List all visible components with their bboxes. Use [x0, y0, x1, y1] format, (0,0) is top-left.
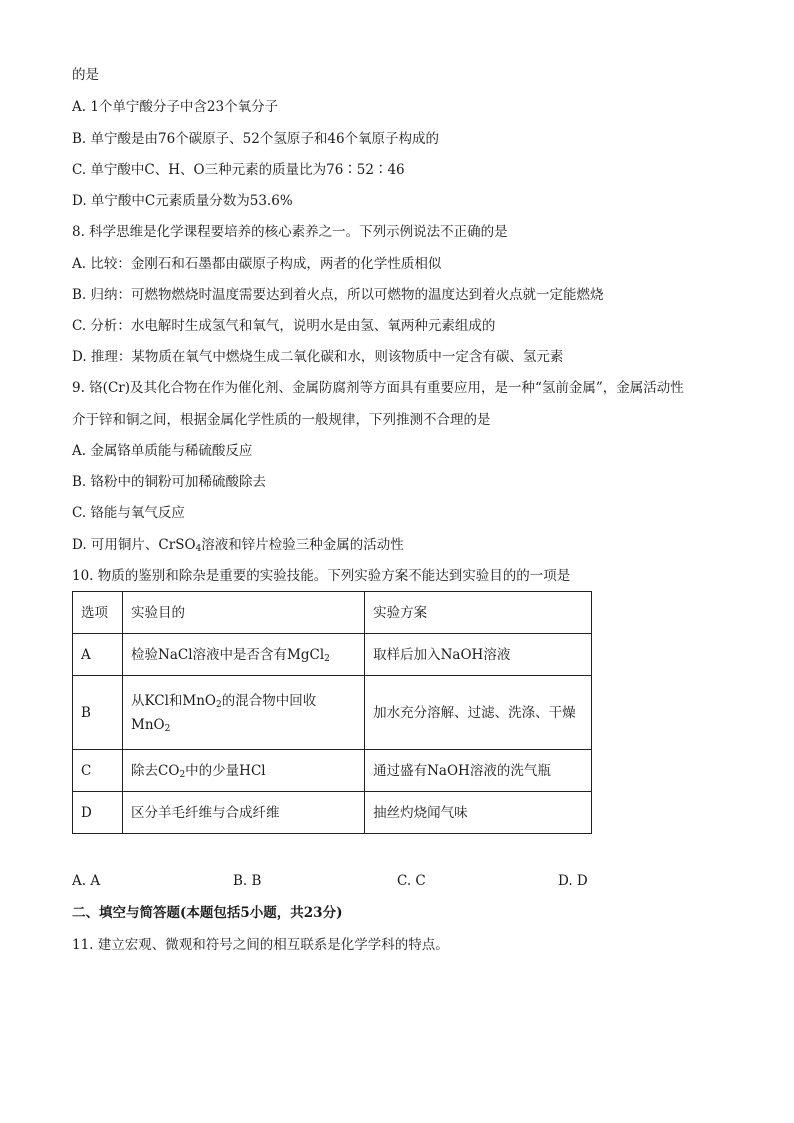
table-header-row	[73, 592, 592, 634]
row-a-option: A	[73, 634, 123, 676]
row-d-plan: 抽丝灼烧闻气味	[365, 792, 592, 834]
table-row	[73, 676, 592, 750]
q9d-text-1: D. 可用铜片、CrSO	[72, 537, 196, 553]
row-c-goal-sub: 2	[179, 769, 186, 780]
q7-option-d: D. 单宁酸中C元素质量分数为53.6%	[72, 193, 293, 209]
q9-stem-line1: 9. 铬(Cr)及其化合物在作为催化剂、金属防腐剂等方面具有重要应用，是一种“氢前金属”，金属活动性	[72, 380, 684, 396]
q7-option-c: C. 单宁酸中C、H、O三种元素的质量比为76∶52∶46	[72, 162, 405, 178]
header-option: 选项	[73, 592, 123, 634]
q8-option-d: D. 推理：某物质在氧气中燃烧生成二氧化碳和水，则该物质中一定含有碳、氢元素	[72, 349, 564, 365]
q9-option-a: A. 金属铬单质能与稀硫酸反应	[72, 443, 253, 459]
row-c-option: C	[73, 750, 123, 792]
row-b-goal-text3: MnO	[131, 716, 165, 733]
table-row	[73, 634, 592, 676]
row-d-goal: 区分羊毛纤维与合成纤维	[123, 792, 365, 834]
row-c-goal	[123, 750, 365, 792]
q10-stem: 10. 物质的鉴别和除杂是重要的实验技能。下列实验方案不能达到实验目的的一项是	[72, 568, 571, 584]
q8-option-b: B. 归纳：可燃物燃烧时温度需要达到着火点，所以可燃物的温度达到着火点就一定能燃烧	[72, 287, 604, 303]
answer-d: D. D	[558, 873, 588, 889]
header-plan: 实验方案	[365, 592, 592, 634]
q8-option-a: A. 比较：金刚石和石墨都由碳原子构成，两者的化学性质相似	[72, 256, 442, 272]
header-goal: 实验目的	[123, 592, 365, 634]
q7-option-a: A. 1个单宁酸分子中含23个氧分子	[72, 99, 279, 115]
row-b-goal-text2: 的混合物中回收	[221, 692, 317, 709]
q9-option-b: B. 铬粉中的铜粉可加稀硫酸除去	[72, 474, 267, 490]
answer-b: B. B	[233, 873, 262, 889]
row-a-goal-text: 检验NaCl溶液中是否含有MgCl	[131, 646, 325, 663]
q10-table	[72, 591, 592, 834]
q9-option-d	[72, 536, 404, 554]
text-line: 的是	[72, 67, 99, 83]
row-b-goal	[123, 676, 365, 750]
row-c-plan: 通过盛有NaOH溶液的洗气瓶	[365, 750, 592, 792]
row-c-goal-text1: 除去CO	[131, 762, 180, 779]
row-b-plan: 加水充分溶解、过滤、洗涤、干燥	[365, 676, 592, 750]
q9d-subscript: 4	[195, 544, 202, 554]
row-b-goal-sub1: 2	[216, 699, 222, 710]
row-b-goal-text1: 从KCl和MnO	[131, 692, 216, 709]
q8-option-c: C. 分析：水电解时生成氢气和氧气，说明水是由氢、氧两种元素组成的	[72, 318, 496, 334]
row-a-plan: 取样后加入NaOH溶液	[365, 634, 592, 676]
q8-stem: 8. 科学思维是化学课程要培养的核心素养之一。下列示例说法不正确的是	[72, 224, 508, 240]
q9-stem-line2: 介于锌和铜之间，根据金属化学性质的一般规律，下列推测不合理的是	[72, 412, 491, 428]
row-b-option: B	[73, 676, 123, 750]
answer-a: A. A	[72, 873, 101, 889]
q9-option-c: C. 铬能与氧气反应	[72, 505, 185, 521]
section-heading: 二、填空与简答题(本题包括5小题，共23分)	[72, 905, 343, 921]
row-d-option: D	[73, 792, 123, 834]
row-a-goal-sub: 2	[324, 653, 330, 664]
table-row	[73, 792, 592, 834]
row-b-goal-sub2: 2	[164, 723, 171, 734]
q7-option-b: B. 单宁酸是由76个碳原子、52个氢原子和46个氧原子构成的	[72, 131, 440, 147]
q11-stem: 11. 建立宏观、微观和符号之间的相互联系是化学学科的特点。	[72, 937, 449, 953]
row-a-goal	[123, 634, 365, 676]
table-row	[73, 750, 592, 792]
row-c-goal-text2: 中的少量HCl	[185, 762, 266, 779]
q9d-text-2: 溶液和锌片检验三种金属的活动性	[201, 537, 404, 553]
answer-c: C. C	[397, 873, 426, 889]
